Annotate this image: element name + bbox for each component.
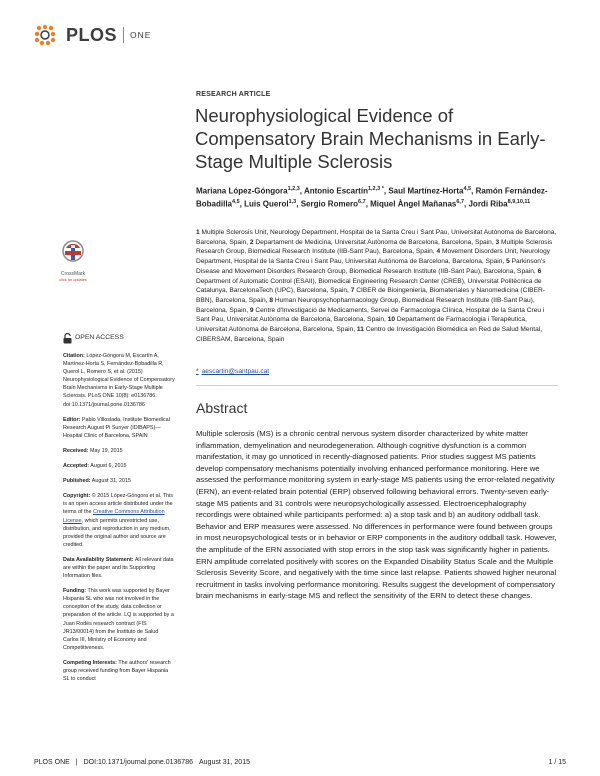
article-title: Neurophysiological Evidence of Compensatory Brain Mechanisms in Early-Stage Multiple Sclerosis [195, 105, 546, 172]
affiliation-number: 5 [506, 258, 510, 266]
affiliation-text: Departament de Farmacologia i Terapèutica, Universitat Autònoma de Barcelona, Barcelona, Spain, [196, 316, 527, 334]
author-affil-marks: 4,5 [232, 199, 240, 206]
corresponding-star: * [196, 368, 199, 375]
author-affil-marks: 6,7 [358, 199, 366, 206]
article-sidebar [63, 333, 175, 690]
affiliation-number: 8 [269, 296, 273, 304]
footer-journal: PLOS ONE [34, 759, 70, 766]
crossmark-badge[interactable] [58, 240, 88, 282]
affiliation-text: Human Neuropsychopharmacology Group, Biomedical Research Institute (IIB-Sant Pau), Barcelona, Spain, [196, 296, 535, 314]
author: Ramón Fernández-Bobadilla [196, 186, 548, 209]
page-footer [34, 759, 566, 766]
editor-label: Editor: [63, 416, 81, 423]
author-affil-marks: 1,2,3 [287, 186, 300, 192]
accepted-label: Accepted: [63, 463, 90, 470]
author-affil-marks: 8,9,10,11 [507, 199, 531, 206]
affiliation-number: 10 [387, 316, 396, 324]
published-block [63, 477, 175, 485]
author-affil-marks: 1,3 [288, 199, 297, 206]
footer-sep: | [75, 759, 78, 766]
copyright-block [63, 492, 175, 549]
affiliation-number: 3 [495, 238, 500, 246]
author: Sergio Romero [300, 199, 359, 209]
affiliation-text: Movement Disorders Unit, Neurology Department, Hospital de la Santa Creu i Sant Pau, Universitat Autònoma de Barcelona, Barcelona, Spain, [196, 248, 551, 266]
affiliation-text: Department of Automatic Control (ESAII), Biomedical Engineering Research Center (CREB), Universitat Politècnica de Catalunya, BarcelonaTech (UPC), Barcelona, Spain, [196, 277, 542, 295]
affiliation-text: Multiple Sclerosis Research Group, Biomedical Research Institute (IIB-Sant Pau), Barcelona, Spain, [196, 238, 553, 256]
editor-text: Pablo Villoslada, Institute Biomedical Research August Pi Sunyer (IDIBAPS)—Hospital Clinic of Barcelona, SPAIN [63, 416, 170, 439]
funding-text: This work was supported by Bayer Hispania SL who was not involved in the conception of the study, data collection or preparation of the article. LQ is supported by a Juan Rodés research contract (FIS JR13/00014) from the Instituto de Salud Carlos III, Ministry of Economy and Competitiveness. [63, 588, 174, 651]
copyright-text-end: , which permits unrestricted use, distribution, and reproduction in any medium, provided the original author and source are credited. [63, 517, 171, 548]
affiliation-number: 9 [249, 306, 254, 314]
footer-doi: DOI:10.1371/journal.pone.0136786 [83, 759, 193, 766]
received-date: May 19, 2015 [89, 447, 123, 454]
license-link[interactable]: Creative Commons Attribution License [63, 509, 165, 524]
copyright-text: © 2015 López-Góngora et al. This is an open access article distributed under the terms of the [63, 493, 173, 516]
affiliation-number: 4 [436, 248, 441, 256]
plos-dots-icon [34, 24, 62, 46]
author: Antonio Escartín [303, 186, 368, 196]
corresponding-email[interactable] [196, 368, 269, 375]
open-access-label: OPEN ACCESS [75, 334, 124, 342]
article-type: RESEARCH ARTICLE [196, 91, 271, 98]
competing-interests-block [63, 659, 175, 683]
crossmark-icon [61, 240, 85, 266]
author: Miquel Àngel Mañanas [370, 199, 457, 209]
affiliation-number: 2 [249, 238, 254, 246]
funding-block [63, 587, 175, 652]
affiliation-number: 11 [356, 326, 364, 334]
plos-one-logo[interactable] [34, 24, 151, 46]
crossmark-sub: click for updates [59, 277, 87, 282]
page-number: 1 / 15 [548, 759, 566, 766]
affiliation-number: 6 [537, 267, 542, 275]
affiliation-text: Parkinson's Disease and Movement Disorders Research Group, Biomedical Research Institute (IIB-Sant Pau), Barcelona, Spain, [196, 258, 546, 275]
affiliation-text: CIBER de Bioingeniería, Biomateriales y Nanomedicina (CIBER-BBN), Barcelona, Spain, [196, 287, 545, 304]
logo-wordmark: PLOS [66, 24, 118, 45]
footer-citation [34, 759, 256, 766]
received-block [63, 447, 175, 455]
competing-text: The authors' research group received funding from Bayer Hispania SL to conduct [63, 659, 171, 683]
copyright-label: Copyright: [63, 493, 91, 500]
affiliation-text: Multiple Sclerosis Unit, Neurology Department, Hospital de la Santa Creu i Sant Pau, Universitat Autònoma de Barcelona, Barcelona, Spain, [196, 229, 557, 246]
abstract-heading: Abstract [196, 400, 248, 416]
author-affil-marks: 4,5 [463, 186, 472, 192]
author: Jordi Riba [468, 199, 508, 209]
email-link[interactable]: aescartin@santpau.cat [201, 368, 270, 375]
received-label: Received: [63, 447, 89, 454]
affiliation-text: Departament de Medicina, Universitat Autònoma de Barcelona, Barcelona, Spain, [255, 238, 494, 246]
abstract-body: Multiple sclerosis (MS) is a chronic central nervous system disorder characterized by white matter inflammation, demyelination and neurodegeneration. Although cognitive dysfunction is a common manifestation, it may go unnoticed in recently-diagnosed patients. Prior studies suggest MS patients develop compensatory mechanisms potentially involving enhanced performance monitoring. Here we assessed the performance monitoring system in early-stage MS patients using the error-related negativity (ERN), an event-related brain potential (ERP) observed following behavioral errors. Twenty-seven early-stage MS patients and 31 controls were neuropsychologically assessed. Electroencephalography recordings were obtained while participants performed: a) a stop task and b) an auditory oddball task. Behavior and ERP measures were assessed. No differences in performance were found between groups in most neuropsychological tests or in behavior or ERP components in the auditory oddball task. However, the amplitude of the ERN associated with stop errors in the stop task was significantly higher in patients. ERN amplitude correlated positively with scores on the Expanded Disability Status Scale and the Multiple Sclerosis Severity Score, and negatively with the time since last relapse. Patients showed higher neuronal recruitment in tasks involving performance monitoring. Results suggest the development of compensatory brain mechanisms in early-stage MS and reflect the sensitivity of the ERN to detect these changes. [196, 429, 557, 601]
author: Luis Querol [244, 199, 289, 209]
crossmark-label: CrossMark [60, 271, 86, 277]
competing-label: Competing Interests: [63, 659, 117, 666]
published-label: Published: [63, 478, 91, 485]
affiliation-text: Centro de Investigación Biomédica en Red de Salud Mental, CIBERSAM, Barcelona, Spain [196, 326, 543, 343]
author-affil-marks: 1,2,3 * [367, 186, 384, 192]
author: Mariana López-Góngora [196, 186, 288, 196]
affiliation-number: 1 [196, 229, 200, 236]
accepted-block [63, 462, 175, 470]
author: Saul Martínez-Horta [388, 186, 464, 196]
citation-text: López-Góngora M, Escartín A, Martínez-Horta S, Fernández-Bobadilla R, Querol L, Romero S, et al. (2015) Neurophysiological Evidence of Compensatory Brain Mechanisms in Early-Stage Multiple Sclerosis. PLoS ONE 10(8): e0136786. doi:10.1371/journal.pone.0136786 [63, 353, 175, 408]
author-affil-marks: 6,7 [456, 199, 465, 206]
accepted-date: August 6, 2015 [90, 463, 127, 470]
logo-divider [123, 27, 124, 43]
published-date: August 31, 2015 [91, 478, 132, 485]
data-availability-label: Data Availability Statement: [63, 556, 134, 563]
logo-journal: ONE [130, 30, 152, 40]
affiliations [196, 228, 558, 344]
open-lock-icon [63, 333, 72, 344]
funding-label: Funding: [63, 588, 87, 595]
editor-block [63, 416, 175, 440]
data-availability-block [63, 556, 175, 580]
footer-date: August 31, 2015 [199, 759, 250, 766]
data-availability-text: All relevant data are within the paper and its Supporting Information files. [63, 556, 174, 580]
author-list: Mariana López-Góngora$^{1,2,3}$, Antonio Escartín$^{1,2,3 *}$, Saul Martínez-Horta$^{4,5}$, Ramón Fernández-Bobadilla$^{4,5}$, Luis Querol$^{1,3}$, Sergio Romero$^{6,7}$, Miquel Àngel Mañanas$^{6,7}$, Jordi Riba$^{8,9,10,11}$ [196, 186, 548, 209]
citation-label: Citation: [63, 353, 85, 359]
abstract-divider [196, 385, 558, 386]
open-access [63, 333, 175, 344]
affiliation-number: 7 [350, 287, 355, 295]
citation-block [63, 352, 175, 409]
affiliation-text: Centre d'Investigació de Medicaments, Servei de Farmacologia Clínica, Hospital de la Santa Creu i Sant Pau, Universitat Autònoma de Barcelona, Barcelona, Spain, [196, 306, 545, 324]
